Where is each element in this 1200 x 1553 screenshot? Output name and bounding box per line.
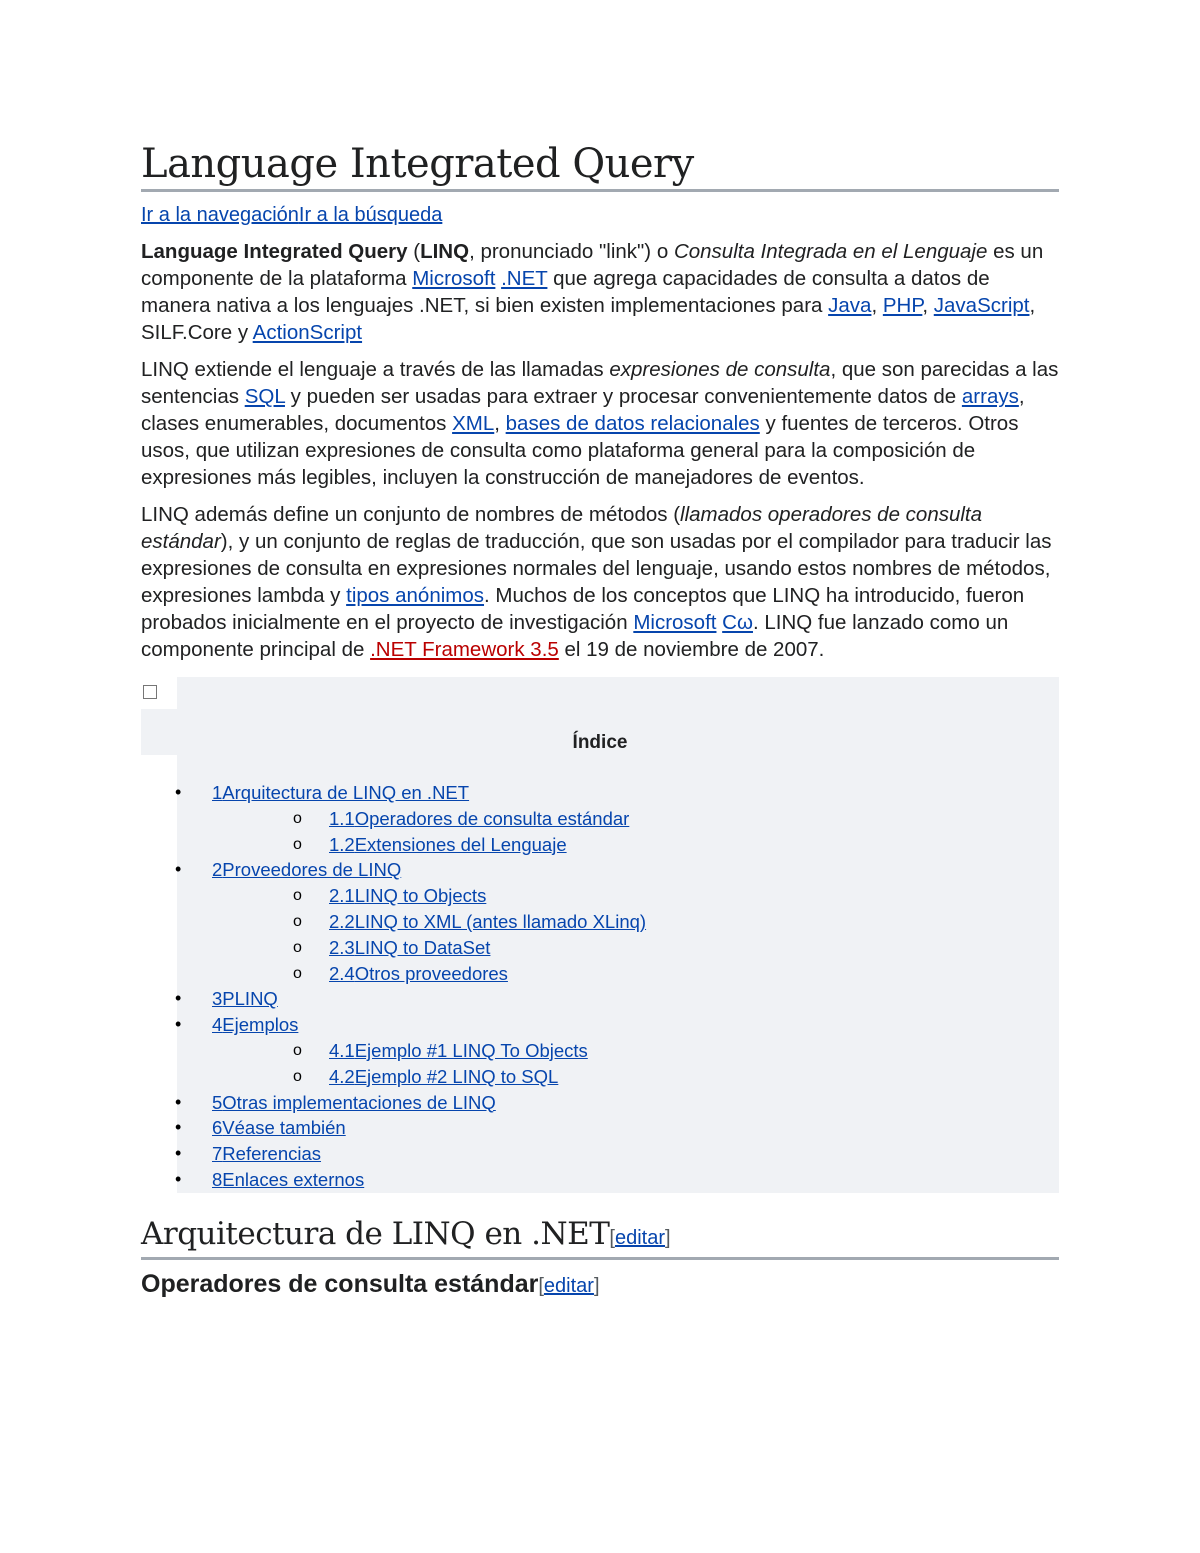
toc-item (141, 961, 1059, 987)
bullet: o (293, 938, 302, 956)
intro-alt-name: Consulta Integrada en el Lenguaje (673, 240, 988, 263)
link-microsoft-2[interactable]: Microsoft (633, 611, 717, 634)
toc-label: LINQ to Objects (354, 885, 487, 907)
toc-number: 2.2 (329, 910, 355, 932)
toc-label: Véase también (222, 1117, 346, 1139)
toc-link[interactable] (329, 937, 490, 958)
edit-subsection (538, 1275, 599, 1297)
subsection-title: Operadores de consulta estándar (141, 1270, 539, 1298)
section-heading-arquitectura (141, 1215, 1059, 1260)
toc-number: 5 (212, 1091, 223, 1113)
intro-term: Language Integrated Query (141, 240, 408, 263)
jump-to-search-link[interactable]: Ir a la búsqueda (298, 204, 443, 226)
edit-section-link[interactable]: editar (614, 1227, 665, 1249)
toc-label: PLINQ (222, 988, 278, 1010)
table-of-contents (141, 677, 1059, 1193)
link-javascript[interactable]: JavaScript (933, 294, 1030, 317)
toc-label: Extensiones del Lenguaje (354, 833, 567, 855)
text: . LINQ fue lanzado como un componente principal de (141, 611, 1009, 661)
section-title: Arquitectura de LINQ en .NET (141, 1216, 610, 1252)
bullet: o (293, 912, 302, 930)
bracket: [ (538, 1275, 544, 1297)
text: , (871, 294, 883, 317)
toc-link[interactable] (329, 963, 508, 984)
link-microsoft[interactable]: Microsoft (412, 267, 496, 290)
intro-paragraph (141, 238, 1059, 346)
toc-number: 4 (212, 1014, 223, 1036)
toc-number: 2 (212, 859, 223, 881)
toc-toggle-area (141, 677, 177, 709)
toc-link[interactable] (212, 1117, 346, 1138)
toc-item (141, 1038, 1059, 1064)
text: , que son parecidas a las sentencias (141, 358, 1059, 408)
link-sql[interactable]: SQL (244, 385, 285, 408)
text: y fuentes de terceros. Otros usos, que utilizan expresiones de consulta como plataforma general para la composición de expresiones más legibles, incluyen la construcción de manejadores de eventos. (141, 412, 1019, 489)
toc-number: 4.1 (329, 1039, 355, 1061)
link-net-framework[interactable]: .NET Framework 3.5 (370, 638, 559, 661)
toc-item (141, 1141, 1059, 1167)
toc-list (141, 780, 1059, 1193)
toc-item (141, 909, 1059, 935)
article-content (141, 140, 1059, 1302)
toc-item (141, 1167, 1059, 1193)
link-net[interactable]: .NET (501, 267, 548, 290)
bracket: ] (665, 1227, 671, 1249)
toc-item (141, 1064, 1059, 1090)
toc-link[interactable] (212, 1169, 364, 1190)
toc-item (141, 806, 1059, 832)
text: , (922, 294, 934, 317)
text: ), y un conjunto de reglas de traducción, que son usadas por el compilador para traducir las expresiones de consulta en expresiones normales del lenguaje, usando estos nombres de métodos, expresiones lambda y (141, 530, 1052, 607)
toc-link[interactable] (329, 911, 646, 932)
text: LINQ extiende el lenguaje a través de las llamadas (141, 358, 610, 381)
toc-number: 1.1 (329, 807, 355, 829)
bullet: o (293, 887, 302, 905)
bullet: o (293, 1041, 302, 1059)
toc-link[interactable] (212, 1143, 321, 1164)
bullet: • (175, 1168, 182, 1189)
edit-subsection-link[interactable]: editar (543, 1275, 594, 1297)
toc-number: 7 (212, 1143, 223, 1165)
toc-number: 1 (212, 782, 223, 803)
page-title: Language Integrated Query (141, 140, 1059, 192)
toc-label: Ejemplo #1 LINQ To Objects (354, 1039, 588, 1061)
bullet: o (293, 809, 302, 827)
text: es un componente de la plataforma (141, 240, 1044, 290)
toc-label: LINQ to XML (antes llamado XLinq) (354, 910, 647, 932)
toc-number: 6 (212, 1117, 223, 1139)
bracket: [ (609, 1227, 615, 1249)
link-java[interactable]: Java (828, 294, 872, 317)
toc-label: Ejemplos (222, 1014, 299, 1036)
toc-item (141, 857, 1059, 883)
toc-number: 3 (212, 988, 223, 1010)
jump-to-navigation-link[interactable]: Ir a la navegación (141, 204, 299, 226)
toc-label: Otras implementaciones de LINQ (222, 1091, 496, 1113)
toc-number: 8 (212, 1168, 223, 1190)
toc-link[interactable] (329, 885, 486, 906)
emphasis: expresiones de consulta (609, 358, 831, 381)
bullet: o (293, 835, 302, 853)
bullet: • (175, 988, 182, 1009)
toc-toggle-checkbox[interactable] (143, 685, 157, 699)
toc-number: 2.1 (329, 885, 355, 907)
bullet: • (175, 859, 182, 880)
bullet: • (175, 1091, 182, 1112)
text: , SILF.Core y (141, 294, 1036, 344)
bullet: • (175, 1014, 182, 1035)
toc-link[interactable] (212, 1092, 496, 1113)
link-arrays[interactable]: arrays (961, 385, 1019, 408)
toc-label: LINQ to DataSet (354, 936, 491, 958)
toc-label: Proveedores de LINQ (222, 859, 402, 881)
paragraph-3 (141, 501, 1059, 663)
toc-link[interactable] (212, 988, 278, 1009)
toc-item (141, 1115, 1059, 1141)
text: y pueden ser usadas para extraer y procesar convenientemente datos de (284, 385, 962, 408)
toc-number: 4.2 (329, 1065, 355, 1087)
toc-label: Enlaces externos (222, 1168, 365, 1190)
bullet: o (293, 1067, 302, 1085)
bullet: o (293, 964, 302, 982)
subsection-heading-operadores (141, 1268, 1059, 1302)
toc-label: Operadores de consulta estándar (354, 807, 630, 829)
toc-link[interactable] (212, 782, 469, 803)
toc-link[interactable] (329, 808, 629, 829)
toc-number: 1.2 (329, 833, 355, 855)
toc-item (141, 883, 1059, 909)
link-bases-de-datos[interactable]: bases de datos relacionales (505, 412, 760, 435)
text: LINQ además define un conjunto de nombres de métodos ( (141, 503, 681, 526)
toc-number: 2.3 (329, 936, 355, 958)
text: ( (407, 240, 421, 263)
text: , pronunciado "link") o (469, 240, 674, 263)
link-php[interactable]: PHP (882, 294, 923, 317)
text: . Muchos de los conceptos que LINQ ha introducido, fueron probados inicialmente en el proyecto de investigación (141, 584, 1025, 634)
toc-item (141, 935, 1059, 961)
toc-item (141, 1012, 1059, 1038)
toc-link[interactable] (212, 1014, 298, 1035)
toc-label: Referencias (222, 1143, 322, 1165)
intro-abbr: LINQ (420, 240, 470, 263)
toc-link[interactable] (329, 834, 567, 855)
toc-item (141, 986, 1059, 1012)
toc-label: Arquitectura de LINQ en .NET (222, 782, 470, 803)
text: , clases enumerables, documentos (141, 385, 1025, 435)
paragraph-2 (141, 356, 1059, 491)
toc-link[interactable] (329, 1066, 558, 1087)
edit-section (609, 1227, 670, 1249)
toc-item (141, 1090, 1059, 1116)
bullet: • (175, 1117, 182, 1138)
emphasis: llamados operadores de consulta estándar (141, 503, 983, 553)
bullet: • (175, 1143, 182, 1164)
link-comega[interactable]: Cω (722, 611, 753, 634)
text: que agrega capacidades de consulta a datos de manera nativa a los lenguajes .NET, si bien existen implementaciones para (141, 267, 990, 317)
link-xml[interactable]: XML (452, 412, 495, 435)
link-actionscript[interactable]: ActionScript (252, 321, 363, 344)
toc-label: Otros proveedores (354, 962, 508, 984)
toc-title: Índice (572, 732, 628, 753)
bracket: ] (593, 1275, 600, 1297)
toc-item (141, 832, 1059, 858)
toc-label: Ejemplo #2 LINQ to SQL (354, 1065, 559, 1087)
text: el 19 de noviembre de 2007. (558, 638, 825, 661)
toc-link[interactable] (329, 1040, 588, 1061)
toc-item (141, 780, 1059, 806)
jump-links (141, 202, 1059, 228)
bullet: • (175, 782, 182, 802)
toc-number: 2.4 (329, 962, 355, 984)
toc-link[interactable] (212, 859, 401, 880)
link-tipos-anonimos[interactable]: tipos anónimos (346, 584, 485, 607)
text: , (494, 412, 506, 435)
